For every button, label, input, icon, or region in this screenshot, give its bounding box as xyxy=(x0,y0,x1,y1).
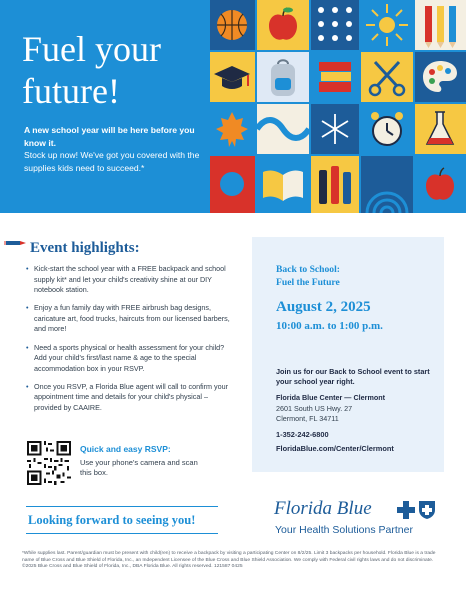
event-heading-line2: Fuel the Future xyxy=(276,277,340,288)
books-icon xyxy=(311,52,359,102)
disclaimer: *While supplies last. Parent/guardian must be present with child(ren) to receive a backpack by visiting a participating Center on 8/2/25. Limit 3 backpacks per household. Florida Blue is a trade name of Blue Cross and Blue Shield of Florida, Inc., an Independent Licensee of the Blue Cross and Blue Shield Association. We comply with Federal civil rights laws and do not discriminate. ©2025 Blue Cross and Blue Shield of Florida, Inc., DBA Florida Blue. All rights reserved. 121587 0425 xyxy=(22,551,436,570)
hero-body: Stock up now! We've got you covered with the supplies kids need to succeed.* xyxy=(24,150,200,173)
pencil-icon xyxy=(4,237,28,249)
center-link[interactable]: FloridaBlue.com/Center/Clermont xyxy=(276,444,394,453)
rings-icon xyxy=(361,156,413,213)
center-phone[interactable]: 1-352-242-6800 xyxy=(276,430,329,439)
basketball-icon xyxy=(210,0,255,50)
snowflake-icon xyxy=(311,104,359,154)
event-details-panel xyxy=(252,237,444,472)
divider xyxy=(26,533,218,534)
palette-icon xyxy=(415,52,466,102)
highlights-title: Event highlights: xyxy=(30,240,140,256)
scissors-icon xyxy=(361,52,413,102)
dots-icon xyxy=(311,0,359,50)
cross-shield-icon xyxy=(397,499,437,519)
rsvp-title: Quick and easy RSVP: xyxy=(80,444,171,454)
event-date: August 2, 2025 xyxy=(276,299,371,315)
list-item: • Enjoy a fun family day with FREE airbrush bag designs, caricature art, food trucks, haircuts from our licensed barbers, and more! xyxy=(26,303,232,335)
flask-icon xyxy=(415,104,466,154)
list-item: • Kick-start the school year with a FREE backpack and school supply kit* and let your child's creativity shine at our DIY notebook station. xyxy=(26,264,232,296)
apple-icon xyxy=(257,0,309,50)
backpack-icon xyxy=(257,52,309,102)
address-line1: 2601 South US Hwy. 27 xyxy=(276,404,353,413)
sunburst-icon xyxy=(361,0,413,50)
hero-title: Fuel your future! xyxy=(22,29,161,111)
red-tile xyxy=(210,156,255,213)
list-item: • Need a sports physical or health assessment for your child? Add your child's first/last name & age to the special accommodation box in your RSVP. xyxy=(26,343,232,375)
highlights-list xyxy=(26,264,232,421)
closing-line: Looking forward to seeing you! xyxy=(28,513,196,527)
apple-icon xyxy=(415,156,466,213)
center-address xyxy=(276,404,352,424)
list-item: • Once you RSVP, a Florida Blue agent will call to confirm your appointment time and details for your child's physical – provided by CAAIRE. xyxy=(26,382,232,414)
rsvp-qr-code[interactable] xyxy=(27,441,71,485)
hero-subtitle xyxy=(24,124,202,174)
event-heading xyxy=(276,263,340,289)
event-heading-line1: Back to School: xyxy=(276,264,340,275)
graduation-cap-icon xyxy=(210,52,255,102)
event-time: 10:00 a.m. to 1:00 p.m. xyxy=(276,320,383,332)
brand-logo-text: Florida Blue xyxy=(274,498,372,519)
rsvp-text: Use your phone's camera and scan this box. xyxy=(80,458,198,477)
center-name: Florida Blue Center — Clermont xyxy=(276,393,386,402)
hero-lead: A new school year will be here before you know it. xyxy=(24,125,195,148)
brand-tagline: Your Health Solutions Partner xyxy=(275,524,413,536)
leaf-icon xyxy=(210,104,255,154)
hero-banner xyxy=(0,0,466,213)
divider xyxy=(26,506,218,507)
wave-icon xyxy=(257,104,309,154)
alarm-clock-icon xyxy=(361,104,413,154)
address-line2: Clermont, FL 34711 xyxy=(276,414,339,423)
open-book-icon xyxy=(257,156,309,213)
icon-grid xyxy=(210,0,466,213)
pencils-icon xyxy=(415,0,466,50)
markers-icon xyxy=(311,156,359,213)
event-invite: Join us for our Back to School event to start your school year right. xyxy=(276,367,430,387)
